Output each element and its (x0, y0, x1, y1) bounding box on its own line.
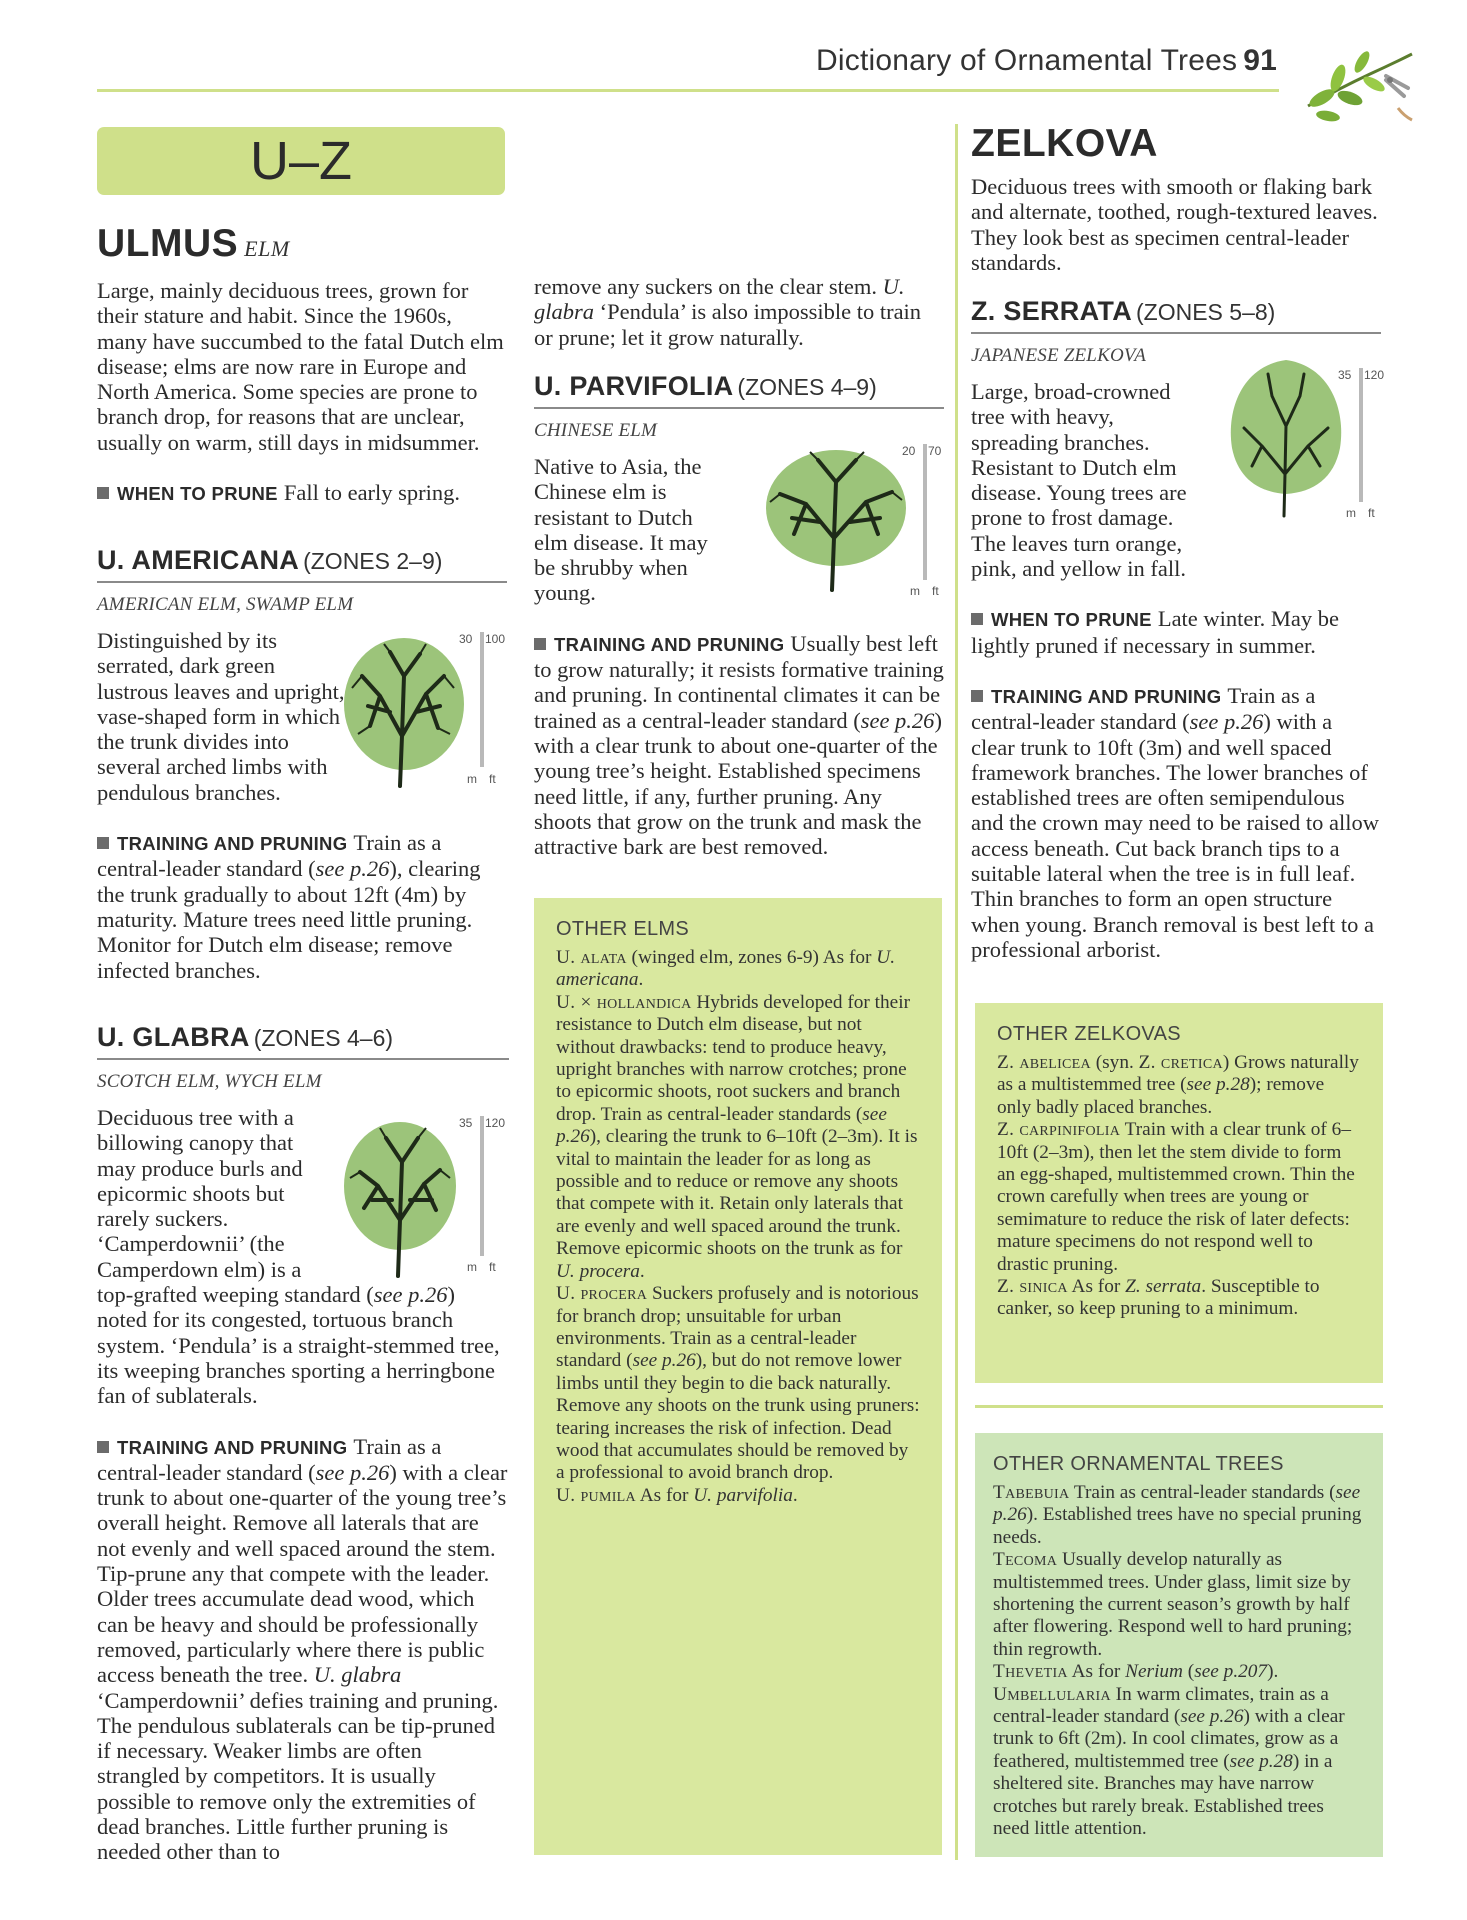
scale-bar (480, 632, 484, 767)
species-italic: Z. serrata (1125, 1276, 1202, 1298)
list-item (997, 1119, 1361, 1276)
ulmus-when-to-prune (97, 480, 507, 506)
scale-bar (480, 1116, 484, 1256)
training-heading: TRAINING AND PRUNING (117, 833, 348, 855)
when-to-prune-heading: WHEN TO PRUNE (117, 483, 278, 505)
item-text: . (638, 969, 644, 991)
page-ref: p.26 (344, 856, 390, 882)
when-to-prune-text: Fall to early spring. (283, 480, 461, 506)
species-rule (971, 332, 1381, 334)
other-zelkovas-title: OTHER ZELKOVAS (997, 1023, 1181, 1045)
parvifolia-height-scale (898, 444, 948, 599)
glabra-zones: (ZONES 4–6) (253, 1025, 394, 1051)
scale-feet: 120 (485, 1116, 506, 1130)
item-text: As for (1067, 1276, 1126, 1298)
list-item (556, 1283, 920, 1485)
americana-title: U. AMERICANA (97, 545, 300, 575)
american-elm-illustration (340, 636, 468, 788)
training-text: Train as a central-leader standard ( (971, 682, 1316, 735)
list-item (997, 1276, 1361, 1321)
square-bullet-icon (971, 613, 983, 625)
when-to-prune-text: Late winter. May be lightly pruned if necessary in summer. (971, 606, 1340, 658)
serrata-zones: (ZONES 5–8) (1136, 299, 1276, 325)
item-text: ). Established trees have no special pruning needs. (993, 1504, 1362, 1548)
genus-name: Tecoma (993, 1549, 1058, 1571)
parvifolia-zones: (ZONES 4–9) (737, 374, 877, 400)
item-text: ), but do not remove lower limbs until they begin to die back naturally. Remove any shoots on the trunk using pruners: tearing increases the risk of infection. Dead wood that accumulates should be removed by a professional to avoid branch drop. (556, 1350, 920, 1484)
species-name: Z. carpinifolia (997, 1119, 1121, 1141)
item-text: . (792, 1484, 798, 1506)
other-ornamental-title: OTHER ORNAMENTAL TREES (993, 1453, 1284, 1475)
running-title: Dictionary of Ornamental Trees (816, 44, 1238, 77)
cont-text-b: ‘Pendula’ is also impossible to train or prune; let it grow naturally. (534, 299, 922, 350)
item-text: ). (1267, 1661, 1279, 1683)
item-text: ) Grows naturally as a multistemmed tree ( (997, 1052, 1359, 1096)
scale-meters: 20 (902, 444, 916, 458)
cross-reference: see p.26 (1180, 1706, 1244, 1728)
species-italic: Nerium (1125, 1661, 1183, 1683)
glabra-continued (534, 274, 944, 350)
training-text-cont: ), clearing the trunk gradually to about 12ft (4m) by maturity. Mature trees need little pruning. Monitor for Dutch elm disease; remove infected branches. (97, 856, 481, 983)
item-text: Suckers profusely and is notorious for branch drop; unsuitable for urban environments. Train as a central-leader standard ( (556, 1283, 919, 1372)
serrata-description: Large, broad-crowned tree with heavy, spreading branches. Resistant to Dutch elm disease. Young trees are prone to frost damage. The leaves turn orange, pink, and yellow in fall. (971, 379, 1187, 582)
cross-reference (316, 856, 390, 881)
species-italic: U. americana (556, 947, 896, 991)
scale-bar (1359, 368, 1363, 502)
range-label: U–Z (97, 127, 505, 195)
list-item (993, 1684, 1365, 1841)
running-head (816, 44, 1277, 78)
cont-text-a: remove any suckers on the clear stem. (534, 274, 883, 299)
serrata-title: Z. SERRATA (971, 296, 1132, 326)
square-bullet-icon (971, 690, 983, 702)
item-text: ( (1182, 1661, 1195, 1683)
ulmus-common-name: ELM (244, 236, 290, 261)
list-item (993, 1549, 1365, 1661)
scotch-elm-illustration (340, 1116, 460, 1278)
glabra-desc-a: Deciduous tree with a billowing canopy that may produce burls and epicormic shoots but rarely suckers. ‘Camperdownii’ (the Camperdown elm) is a top-grafted weeping standard ( (97, 1105, 374, 1308)
glabra-height-scale (455, 1116, 505, 1276)
item-text: ) with a clear trunk to 6ft (2m). In cool climates, grow as a feathered, multistemmed tree ( (993, 1706, 1345, 1772)
column-divider (955, 124, 958, 1860)
list-item (993, 1661, 1365, 1683)
glabra-common-name: SCOTCH ELM, WYCH ELM (97, 1071, 322, 1092)
zelkova-title: ZELKOVA (971, 122, 1158, 165)
species-rule (534, 407, 944, 409)
serrata-common-name: JAPANESE ZELKOVA (971, 345, 1147, 366)
genus-name: Umbellularia (993, 1683, 1111, 1705)
training-heading: TRAINING AND PRUNING (991, 685, 1222, 707)
item-text: ) in a sheltered site. Branches may have narrow crotches but rarely break. Established trees need little attention. (993, 1750, 1333, 1840)
item-text: Train with a clear trunk of 6–10ft (2–3m), then let the stem divide to form an egg-shaped, multistemmed crown. Thin the crown carefully when trees are young or semimature to reduce the risk of later defects: mature specimens do not respond well to drastic pruning. (997, 1119, 1355, 1275)
item-text: Usually develop naturally as multistemmed trees. Under glass, limit size by shortening the current season’s growth by half after flowering. Respond well to hard pruning; thin regrowth. (993, 1549, 1353, 1660)
header-rule (97, 89, 1279, 92)
scale-meters: 35 (459, 1116, 473, 1130)
item-text: ); remove only badly placed branches. (997, 1074, 1325, 1118)
scale-unit-m: m (467, 772, 477, 786)
serrata-height-scale (1334, 368, 1384, 523)
americana-training (97, 830, 507, 983)
item-text: Train as central-leader standards ( (1069, 1482, 1336, 1503)
section-divider (975, 1405, 1383, 1408)
cross-reference: see p.26 (315, 1459, 390, 1485)
zelkova-intro: Deciduous trees with smooth or flaking bark and alternate, toothed, rough-textured leaves. They look best as specimen central-leader standards. (971, 174, 1378, 275)
item-text: . Susceptible to canker, so keep pruning to a minimum. (997, 1276, 1320, 1320)
scale-unit-m: m (467, 1260, 477, 1274)
list-item (556, 1485, 920, 1507)
other-zelkovas-list (997, 1052, 1361, 1321)
ulmus-intro: Large, mainly deciduous trees, grown for their stature and habit. Since the 1960s, many have succumbed to the fatal Dutch elm disease; elms are now rare in Europe and North America. Some species are prone to branch drop, for reasons that are unclear, usually on warm, still days in midsummer. (97, 278, 504, 455)
training-text: Train as a central-leader standard ( (97, 830, 442, 882)
other-elms-list (556, 947, 920, 1507)
americana-description: Distinguished by its serrated, dark green lustrous leaves and upright, vase-shaped form in which the trunk divides into several arched limbs with pendulous branches. (97, 628, 345, 805)
scale-unit-m: m (910, 584, 920, 598)
training-heading: TRAINING AND PRUNING (554, 633, 785, 655)
scale-feet: 70 (928, 444, 942, 458)
glabra-title: U. GLABRA (97, 1022, 250, 1052)
other-ornamental-panel (975, 1433, 1383, 1857)
other-elms-panel (534, 898, 942, 1855)
serrata-when-to-prune (971, 606, 1381, 658)
scale-meters: 35 (1338, 368, 1352, 382)
training-text-b: ) with a clear trunk to about one-quarter of the young tree’s height. Established specimens need little, if any, further pruning. Any shoots that grow on the trunk and mask the attractive bark are best removed. (534, 707, 942, 860)
scale-feet: 100 (485, 632, 506, 646)
item-text: ), clearing the trunk to 6–10ft (2–3m). It is vital to maintain the leader for as long as possible and to reduce or remove any shoots that compete with it. Retain only laterals that are evenly and well spaced around the trunk. Remove epicormic shoots on the trunk as for (556, 1126, 918, 1260)
list-item (997, 1052, 1361, 1119)
list-item (556, 992, 920, 1283)
cross-reference: see p.207 (1194, 1661, 1268, 1683)
glabra-training (97, 1434, 509, 1865)
americana-heading (97, 545, 507, 576)
training-text: Usually best left to grow naturally; it resists formative training and pruning. In continental climates it can be trained as a central-leader standard ( (534, 630, 944, 733)
training-text-b: ) with a clear trunk to about one-quarter of the young tree’s overall height. Remove all laterals that are not evenly and well spaced around the stem. Tip-prune any that compete with the leader. Older trees accumulate dead wood, which can be heavy and should be professionally removed, particularly where there is public access beneath the tree. (97, 1459, 508, 1688)
scale-unit-ft: ft (489, 772, 496, 786)
page-number: 91 (1243, 44, 1277, 77)
item-text: Hybrids developed for their resistance to Dutch elm disease, but not without drawbacks: tend to produce heavy, upright branches with narrow crotches; prone to epicormic shoots, root suckers and branch drop. Train as central-leader standards ( (556, 991, 910, 1125)
scale-unit-ft: ft (1368, 506, 1375, 520)
training-text-c: ‘Camperdownii’ defies training and pruning. The pendulous sublaterals can be tip-pruned if necessary. Weaker limbs are often strangled by competitors. It is usually possible to remove only the extremities of dead branches. Little further pruning is needed other than to (97, 1687, 499, 1865)
list-item (993, 1482, 1365, 1549)
ulmus-heading (97, 222, 507, 266)
leafy-branch-with-pruners-icon (1300, 36, 1420, 128)
other-elms-title: OTHER ELMS (556, 918, 690, 940)
cross-reference: see p.26 (556, 1103, 887, 1148)
training-heading: TRAINING AND PRUNING (117, 1436, 348, 1458)
square-bullet-icon (97, 837, 109, 849)
species-italic: U. glabra (313, 1662, 402, 1688)
see-word: see (315, 856, 345, 882)
species-rule (97, 581, 507, 583)
cross-reference: see p.26 (993, 1482, 1361, 1526)
square-bullet-icon (97, 487, 109, 499)
ulmus-title: ULMUS (97, 222, 239, 265)
item-text: (winged elm, zones 6-9) As for (626, 947, 877, 968)
item-text: In warm climates, train as a central-leader standard ( (993, 1683, 1329, 1728)
scale-unit-ft: ft (932, 584, 939, 598)
species-name: U. pumila (556, 1484, 636, 1506)
species-italic: U. parvifolia (693, 1484, 793, 1506)
scale-unit-ft: ft (489, 1260, 496, 1274)
scale-feet: 120 (1364, 368, 1385, 382)
americana-height-scale (455, 632, 505, 787)
parvifolia-description: Native to Asia, the Chinese elm is resistant to Dutch elm disease. It may be shrubby when young. (534, 454, 708, 606)
scale-unit-m: m (1346, 506, 1356, 520)
ulmus-section (97, 222, 507, 506)
other-zelkovas-panel (975, 1003, 1383, 1383)
americana-common-name: AMERICAN ELM, SWAMP ELM (97, 594, 354, 615)
genus-name: Tabebuia (993, 1482, 1070, 1503)
training-text-b: ) with a clear trunk to 10ft (3m) and well spaced framework branches. The lower branches of established trees are often semipendulous and the crown may need to be raised to allow access beneath. Cut back branch tips to a suitable lateral when the tree is in full leaf. Thin branches to form an open structure when young. Branch removal is best left to a professional arborist. (971, 709, 1379, 962)
cross-reference: see p.26 (1189, 709, 1264, 735)
zelkova-section (971, 122, 1383, 275)
item-text: As for (635, 1484, 694, 1506)
serrata-heading (971, 296, 1381, 327)
species-italic: U. procera (556, 1260, 640, 1282)
species-name: Z. sinica (997, 1276, 1068, 1298)
training-text: Train as a central-leader standard ( (97, 1433, 442, 1485)
species-name: U. procera (556, 1283, 648, 1305)
species-synonym: Z. cretica (1138, 1052, 1223, 1073)
cross-reference: see p.26 (632, 1350, 696, 1372)
list-item (556, 947, 920, 992)
species-italic: U. glabra (534, 274, 905, 325)
cross-reference: see p.28 (1229, 1750, 1293, 1772)
species-name: Z. abelicea (997, 1052, 1091, 1073)
glabra-desc-b: ) noted for its congested, tortuous branch system. ‘Pendula’ is a straight-stemmed tree, its weeping branches sporting a herringbone fan of sublaterals. (97, 1282, 500, 1409)
cross-reference: see p.26 (860, 707, 935, 733)
japanese-zelkova-illustration (1222, 356, 1350, 518)
species-rule (97, 1058, 509, 1060)
scale-bar (923, 444, 927, 580)
glabra-heading (97, 1022, 509, 1053)
glabra-continued-text (534, 274, 944, 350)
parvifolia-common-name: CHINESE ELM (534, 420, 658, 441)
serrata-training (971, 683, 1381, 962)
species-name: U. alata (556, 947, 627, 968)
parvifolia-training (534, 631, 944, 860)
square-bullet-icon (534, 638, 546, 650)
other-ornamental-list (993, 1482, 1365, 1841)
when-to-prune-heading: WHEN TO PRUNE (991, 609, 1152, 631)
species-name: U. × hollandica (556, 991, 692, 1013)
americana-zones: (ZONES 2–9) (303, 548, 443, 574)
square-bullet-icon (97, 1441, 109, 1453)
item-text: As for (1067, 1661, 1126, 1683)
parvifolia-title: U. PARVIFOLIA (534, 371, 734, 401)
item-text: . (639, 1260, 645, 1282)
cross-reference: see p.26 (373, 1282, 448, 1308)
genus-name: Thevetia (993, 1661, 1068, 1683)
chinese-elm-illustration (762, 442, 910, 592)
scale-meters: 30 (459, 632, 473, 646)
item-text: (syn. (1090, 1052, 1139, 1073)
cross-reference: see p.28 (1186, 1074, 1250, 1096)
parvifolia-heading (534, 371, 944, 402)
